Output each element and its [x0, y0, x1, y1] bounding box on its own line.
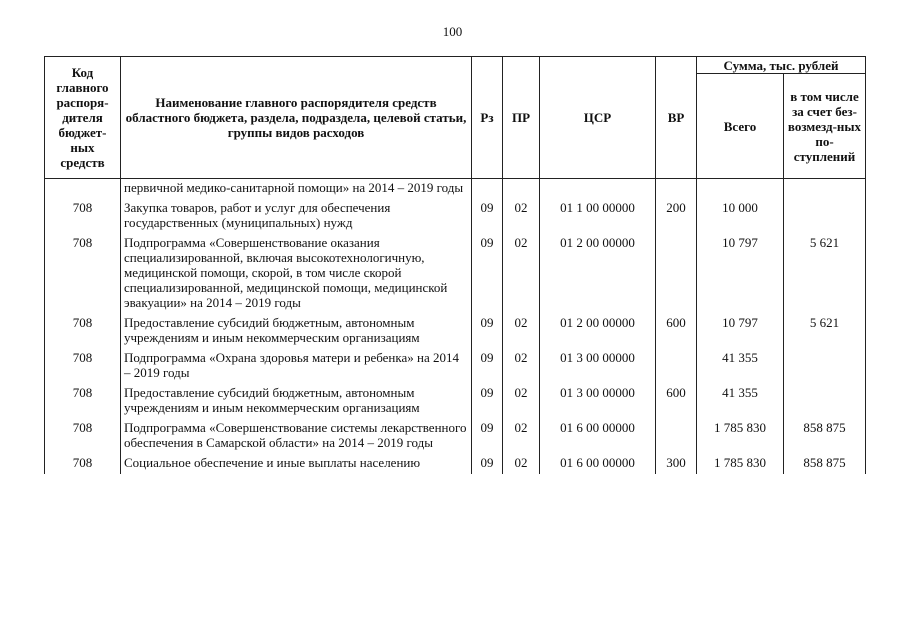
header-pr: ПР [503, 57, 540, 179]
row-pr: 02 [503, 349, 540, 384]
row-vr [656, 419, 697, 454]
row-vr [656, 349, 697, 384]
row-csr: 01 6 00 00000 [540, 419, 656, 454]
row-csr: 01 1 00 00000 [540, 199, 656, 234]
header-sum-group: Сумма, тыс. рублей [697, 57, 866, 74]
row-incl [784, 349, 866, 384]
row-rz: 09 [472, 384, 503, 419]
row-csr: 01 3 00 00000 [540, 384, 656, 419]
row-code: 708 [45, 419, 121, 454]
header-code: Код главного распоря-дителя бюджет-ных средств [45, 57, 121, 179]
row-name: Подпрограмма «Совершенствование системы лекарственного обеспечения в Самарской области» на 2014 – 2019 годы [121, 419, 472, 454]
table-row [45, 314, 866, 349]
header-name: Наименование главного распорядителя средств областного бюджета, раздела, подраздела, целевой статьи, группы видов расходов [121, 57, 472, 179]
row-code: 708 [45, 454, 121, 474]
row-name: Подпрограмма «Совершенствование оказания специализированной, включая высокотехнологичную, медицинской помощи, скорой, в том числе скорой специализированной, медицинской помощи, медицинской эвакуации» на 2014 – 2019 годы [121, 234, 472, 314]
table-row [45, 384, 866, 419]
row-rz: 09 [472, 349, 503, 384]
table-header [45, 57, 866, 179]
row-pr: 02 [503, 419, 540, 454]
row-incl: 858 875 [784, 454, 866, 474]
table-row [45, 234, 866, 314]
row-csr: 01 2 00 00000 [540, 314, 656, 349]
row-total: 10 000 [697, 199, 784, 234]
budget-table [44, 56, 866, 474]
table-row [45, 454, 866, 474]
row-name: Социальное обеспечение и иные выплаты населению [121, 454, 472, 474]
header-csr: ЦСР [540, 57, 656, 179]
row-incl: 5 621 [784, 234, 866, 314]
row-code: 708 [45, 314, 121, 349]
row-code: 708 [45, 234, 121, 314]
row-total: 41 355 [697, 384, 784, 419]
row-rz: 09 [472, 234, 503, 314]
row-vr [656, 234, 697, 314]
row-total: 1 785 830 [697, 454, 784, 474]
table-row [45, 199, 866, 234]
row-vr: 600 [656, 384, 697, 419]
row-csr: 01 3 00 00000 [540, 349, 656, 384]
header-total: Всего [697, 74, 784, 179]
row-pr: 02 [503, 454, 540, 474]
table-row [45, 349, 866, 384]
row-total: 10 797 [697, 314, 784, 349]
row-incl: 5 621 [784, 314, 866, 349]
row-rz: 09 [472, 199, 503, 234]
row-incl [784, 384, 866, 419]
row-total: 1 785 830 [697, 419, 784, 454]
row-code: 708 [45, 384, 121, 419]
continuation-text: первичной медико-санитарной помощи» на 2014 – 2019 годы [121, 179, 472, 200]
row-vr: 300 [656, 454, 697, 474]
row-incl [784, 199, 866, 234]
row-total: 10 797 [697, 234, 784, 314]
row-incl: 858 875 [784, 419, 866, 454]
row-csr: 01 6 00 00000 [540, 454, 656, 474]
row-vr: 200 [656, 199, 697, 234]
row-total: 41 355 [697, 349, 784, 384]
table-body [45, 179, 866, 475]
row-pr: 02 [503, 199, 540, 234]
row-rz: 09 [472, 454, 503, 474]
row-code: 708 [45, 199, 121, 234]
row-rz: 09 [472, 419, 503, 454]
header-rz: Рз [472, 57, 503, 179]
row-name: Подпрограмма «Охрана здоровья матери и ребенка» на 2014 – 2019 годы [121, 349, 472, 384]
header-vr: ВР [656, 57, 697, 179]
table-row [45, 419, 866, 454]
row-pr: 02 [503, 234, 540, 314]
row-name: Предоставление субсидий бюджетным, автономным учреждениям и иным некоммерческим организациям [121, 384, 472, 419]
row-name: Закупка товаров, работ и услуг для обеспечения государственных (муниципальных) нужд [121, 199, 472, 234]
continuation-row [45, 179, 866, 200]
row-code: 708 [45, 349, 121, 384]
row-csr: 01 2 00 00000 [540, 234, 656, 314]
header-incl: в том числе за счет без-возмезд-ных по-ступлений [784, 74, 866, 179]
row-name: Предоставление субсидий бюджетным, автономным учреждениям и иным некоммерческим организациям [121, 314, 472, 349]
row-pr: 02 [503, 314, 540, 349]
row-rz: 09 [472, 314, 503, 349]
row-vr: 600 [656, 314, 697, 349]
page-number: 100 [442, 24, 463, 39]
row-pr: 02 [503, 384, 540, 419]
